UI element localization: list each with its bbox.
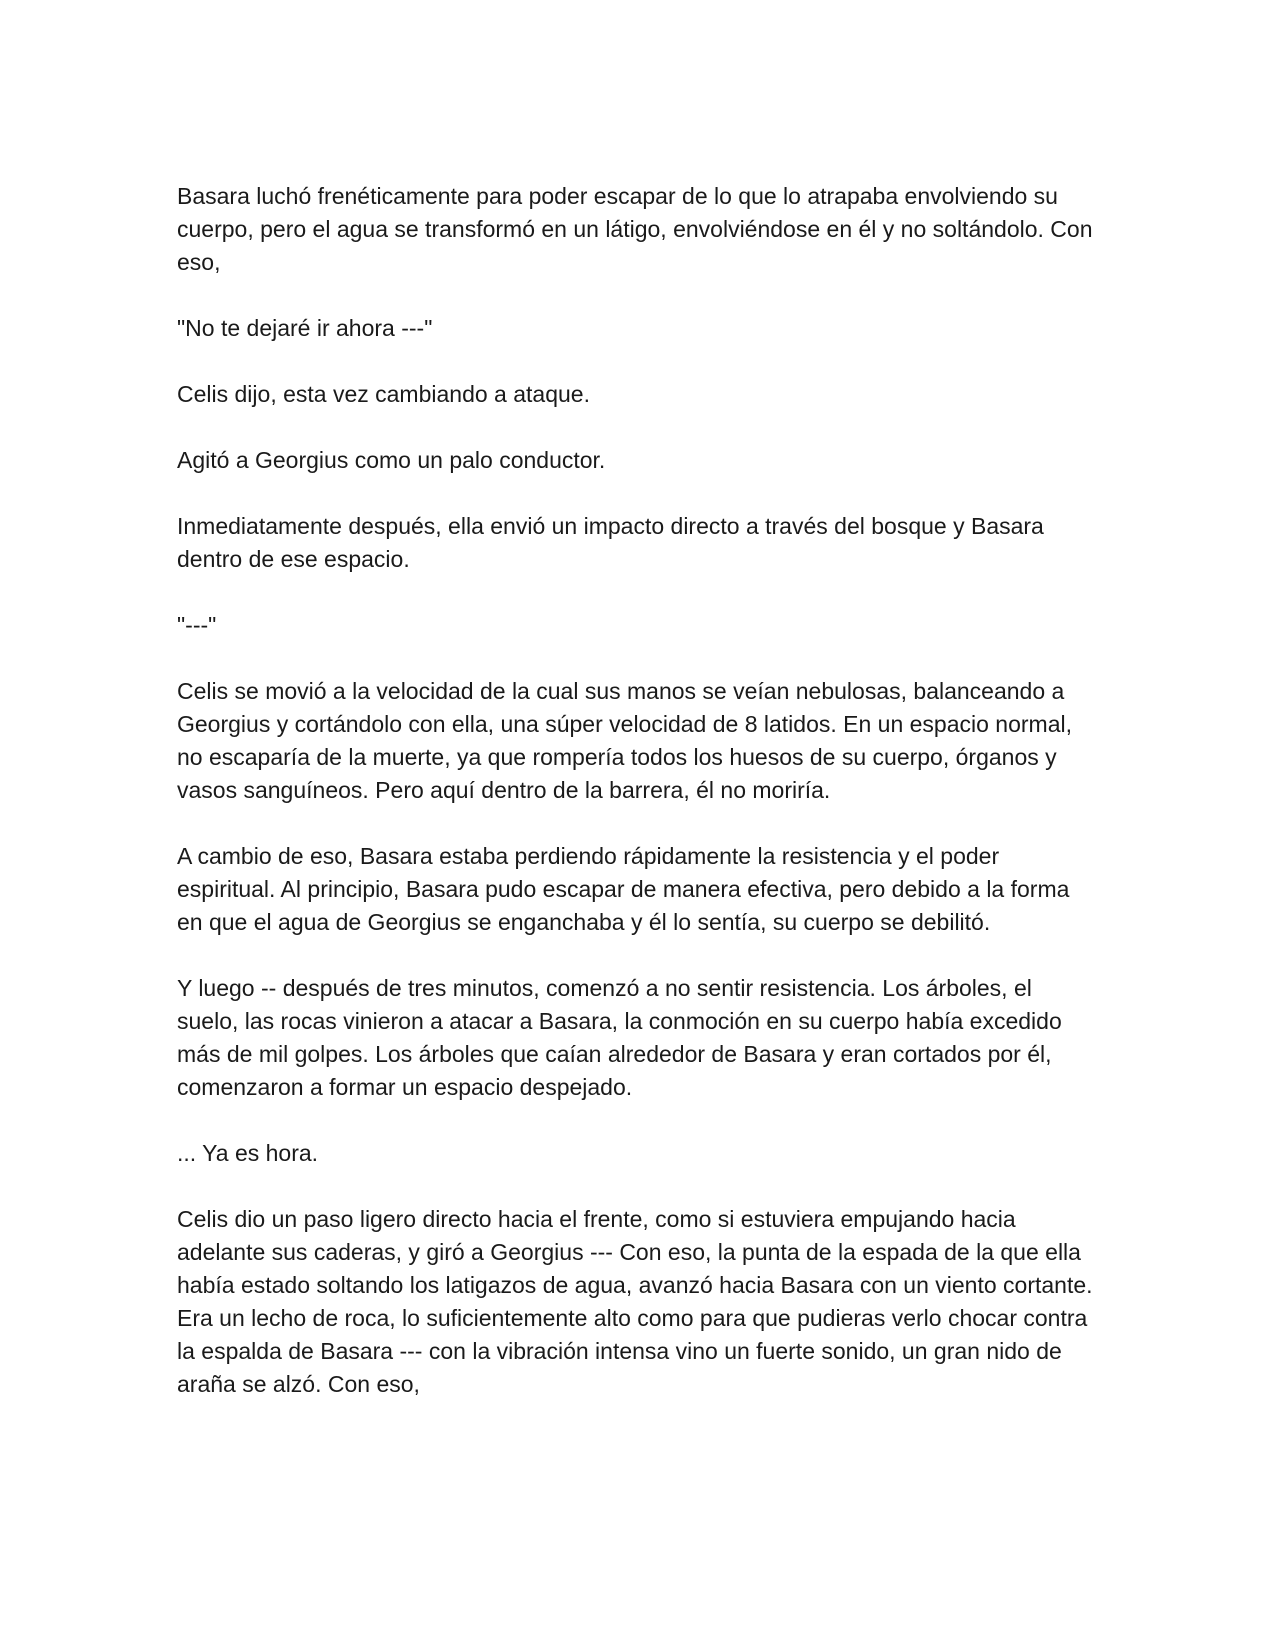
paragraph: ... Ya es hora. (177, 1140, 319, 1166)
paragraph: Celis dijo, esta vez cambiando a ataque. (177, 381, 590, 407)
paragraph: Inmediatamente después, ella envió un impacto directo a través del bosque y Basara dentro de ese espacio. (177, 513, 1044, 572)
paragraph: Celis dio un paso ligero directo hacia el frente, como si estuviera empujando hacia adelante sus caderas, y giró a Georgius --- Con eso, la punta de la espada de la que ella había estado soltando los latigazos de agua, avanzó hacia Basara con un viento cortante. Era un lecho de roca, lo suficientemente alto como para que pudieras verlo chocar contra la espalda de Basara --- con la vibración intensa vino un fuerte sonido, un gran nido de araña se alzó. Con eso, (177, 1206, 1093, 1397)
paragraph: "No te dejaré ir ahora ---" (177, 315, 433, 341)
paragraph: Celis se movió a la velocidad de la cual sus manos se veían nebulosas, balanceando a Georgius y cortándolo con ella, una súper velocidad de 8 latidos. En un espacio normal, no escaparía de la muerte, ya que rompería todos los huesos de su cuerpo, órganos y vasos sanguíneos. Pero aquí dentro de la barrera, él no moriría. (177, 678, 1072, 803)
paragraph: Agitó a Georgius como un palo conductor. (177, 447, 606, 473)
paragraph: "---" (177, 612, 217, 638)
paragraph: A cambio de eso, Basara estaba perdiendo rápidamente la resistencia y el poder espiritual. Al principio, Basara pudo escapar de manera efectiva, pero debido a la forma en que el agua de Georgius se enganchaba y él lo sentía, su cuerpo se debilitó. (177, 843, 1070, 935)
paragraph: Y luego -- después de tres minutos, comenzó a no sentir resistencia. Los árboles, el suelo, las rocas vinieron a atacar a Basara, la conmoción en su cuerpo había excedido más de mil golpes. Los árboles que caían alrededor de Basara y eran cortados por él, comenzaron a formar un espacio despejado. (177, 975, 1062, 1100)
document-body (177, 180, 1097, 1401)
paragraph: Basara luchó frenéticamente para poder escapar de lo que lo atrapaba envolviendo su cuerpo, pero el agua se transformó en un látigo, envolviéndose en él y no soltándolo. Con eso, (177, 183, 1093, 275)
